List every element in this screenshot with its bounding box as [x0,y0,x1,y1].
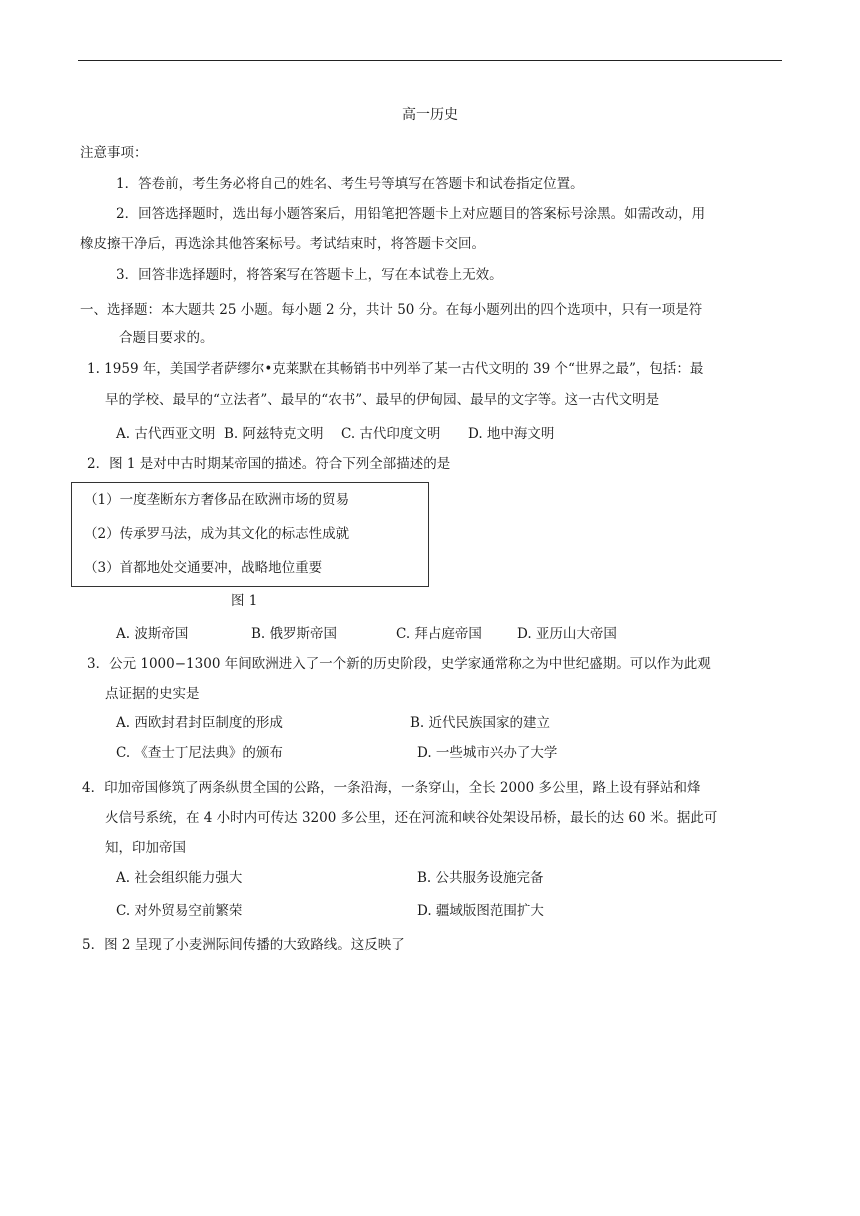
q1-stem: 1. 1959 年，美国学者萨缪尔•克莱默在其畅销书中列举了某一古代文明的 39 个“世界之最”，包括：最 [87,361,704,377]
section-heading-cont: 合题目要求的。 [119,330,214,346]
q4-option-a: A. 社会组织能力强大 [116,870,243,886]
header-rule [78,60,782,61]
notice-item-2: 2．回答选择题时，选出每小题答案后，用铅笔把答题卡上对应题目的答案标号涂黑。如需改动，用 [116,206,706,222]
notice-item-3: 3．回答非选择题时，将答案写在答题卡上，写在本试卷上无效。 [116,267,503,283]
q3-option-b: B. 近代民族国家的建立 [410,715,551,731]
q4-option-c: C. 对外贸易空前繁荣 [116,903,243,919]
q4-stem-cont-1: 火信号系统，在 4 小时内可传达 3200 多公里，还在河流和峡谷处架设吊桥，最长的达 60 米。据此可 [105,810,718,826]
q1-stem-cont: 早的学校、最早的“立法者”、最早的“农书”、最早的伊甸园、最早的文字等。这一古代文明是 [105,392,660,408]
q3-option-c: C. 《查士丁尼法典》的颁布 [116,745,283,761]
q3-option-d: D. 一些城市兴办了大学 [417,745,558,761]
q1-option-a: A. 古代西亚文明 [116,426,216,442]
q3-stem-cont: 点证据的史实是 [105,686,200,702]
q5-stem: 5．图 2 呈现了小麦洲际间传播的大致路线。这反映了 [82,937,405,953]
notice-item-2-cont: 橡皮擦干净后，再选涂其他答案标号。考试结束时，将答题卡交回。 [80,236,485,252]
q4-stem: 4．印加帝国修筑了两条纵贯全国的公路，一条沿海，一条穿山，全长 2000 多公里，路上设有驿站和烽 [82,780,701,796]
q3-option-a: A. 西欧封君封臣制度的形成 [116,715,283,731]
section-heading: 一、选择题：本大题共 25 小题。每小题 2 分，共计 50 分。在每小题列出的四个选项中，只有一项是符 [80,302,703,318]
figure-1-item-2: （2）传承罗马法，成为其文化的标志性成就 [84,526,350,542]
q2-option-d: D. 亚历山大帝国 [517,626,617,642]
q3-stem: 3．公元 1000−1300 年间欧洲进入了一个新的历史阶段，史学家通常称之为中世纪盛期。可以作为此观 [87,656,711,672]
q1-option-b: B. 阿兹特克文明 [224,426,324,442]
q1-option-d: D. 地中海文明 [468,426,555,442]
figure-1-box [71,482,429,587]
q2-option-b: B. 俄罗斯帝国 [251,626,338,642]
notice-item-1: 1．答卷前，考生务必将自己的姓名、考生号等填写在答题卡和试卷指定位置。 [116,176,584,192]
q2-option-a: A. 波斯帝国 [116,626,189,642]
q2-option-c: C. 拜占庭帝国 [396,626,482,642]
q4-option-b: B. 公共服务设施完备 [417,870,544,886]
figure-1-caption: 图 1 [231,593,258,609]
q4-option-d: D. 疆域版图范围扩大 [417,903,544,919]
figure-1-item-1: （1）一度垄断东方奢侈品在欧洲市场的贸易 [84,492,350,508]
page-title: 高一历史 [402,107,458,123]
q4-stem-cont-2: 知，印加帝国 [105,840,186,856]
figure-1-item-3: （3）首都地处交通要冲，战略地位重要 [84,560,323,576]
q1-option-c: C. 古代印度文明 [341,426,441,442]
notice-heading: 注意事项： [80,145,148,161]
q2-stem: 2．图 1 是对中古时期某帝国的描述。符合下列全部描述的是 [87,456,451,472]
